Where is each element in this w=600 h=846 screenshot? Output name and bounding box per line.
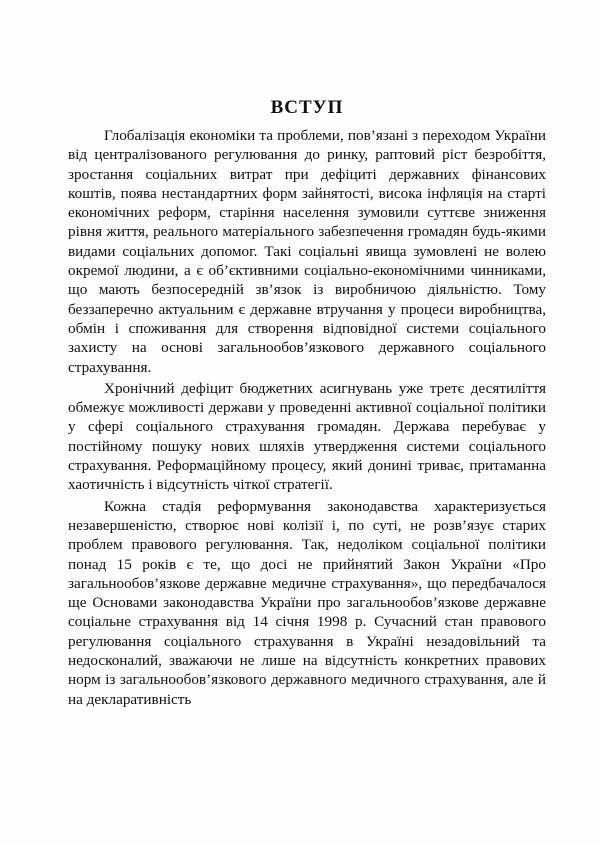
page-title: ВСТУП xyxy=(270,97,344,118)
paragraph-3: Кожна стадія реформування законодавства характеризується незавершеністю, створює нові колізії і, по суті, не розв’язує старих проблем правового регулювання. Так, недоліком соціальної політики понад 15 років є те, що досі не прийнятий Закон України «Про загальнообов’язкове державне медичне страхування», що передбачалося ще Основами законодавства України про загальнообов’язкове державне соціальне страхування від 14 січня 1998 р. Сучасний стан правового регулювання соціального страхування в Україні незадовільний та недосконалий, зважаючи не лише на відсутність конкретних правових норм із загальнообов’язкового державного медичного страхування, але й на декларативність xyxy=(68,497,546,708)
paragraph-2: Хронічний дефіцит бюджетних асигнувань уже третє десятиліття обмежує можливості держави у проведенні активної соціальної політики у сфері соціального страхування громадян. Держава перебуває у постійному пошуку нових шляхів утвердження системи соціального страхування. Реформаційному процесу, який донині триває, притаманна хаотичність і відсутність чіткої стратегії. xyxy=(68,379,546,494)
paragraph-1: Глобалізація економіки та проблеми, пов’язані з переходом України від централізованого регулювання до ринку, раптовий ріст безробіття, зростання соціальних витрат при дефіциті державних фінансових коштів, поява нестандартних форм зайнятості, висока інфляція на старті економічних реформ, старіння населення зумовили суттєве зниження рівня життя, реального матеріального забезпечення громадян будь-якими видами соціальних допомог. Такі соціальні явища зумовлені не волею окремої людини, а є об’єктивними соціально-економічними чинниками, що мають безпосередній зв’язок із виробничою діяльністю. Тому беззаперечно актуальним є державне втручання у процеси виробництва, обмін і споживання для створення відповідної системи соціального захисту на основі загальнообов’язкового державного соціального страхування. xyxy=(68,127,546,376)
